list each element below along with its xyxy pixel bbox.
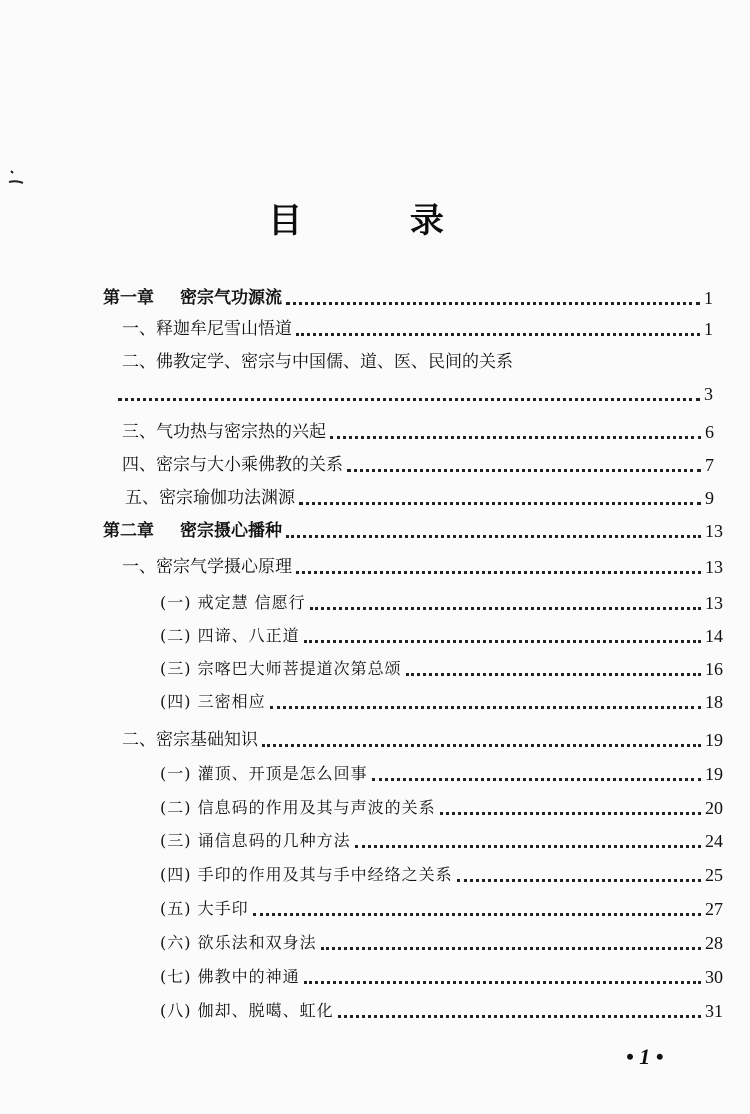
dot-leader xyxy=(321,947,701,950)
dot-leader xyxy=(299,502,701,505)
toc-section[interactable] xyxy=(125,484,714,512)
toc-subsection[interactable] xyxy=(160,655,723,683)
toc-section-title[interactable]: 二、佛教定学、密宗与中国儒、道、医、民间的关系 xyxy=(122,352,513,372)
toc-page-number: 1 xyxy=(704,319,713,339)
toc-subsection-title: (五) 大手印 xyxy=(160,899,249,918)
toc-subsection-title: (二) 信息码的作用及其与声波的关系 xyxy=(160,798,436,817)
toc-subsection-title: (六) 欲乐法和双身法 xyxy=(160,933,317,952)
toc-page-number: 14 xyxy=(705,626,723,646)
chapter-title: 密宗气功源流 xyxy=(180,288,282,308)
dot-leader xyxy=(347,469,701,472)
toc-subsection[interactable] xyxy=(160,794,723,822)
dot-leader xyxy=(355,845,701,848)
toc-section-continuation[interactable] xyxy=(118,380,713,408)
toc-subsection[interactable] xyxy=(160,997,723,1025)
toc-page-number: 16 xyxy=(705,659,723,679)
toc-section[interactable] xyxy=(122,451,714,479)
toc-subsection[interactable] xyxy=(160,963,723,991)
toc-subsection[interactable] xyxy=(160,895,723,923)
toc-section-title: 二、密宗基础知识 xyxy=(122,730,258,750)
toc-chapter-2[interactable] xyxy=(103,517,723,545)
toc-page-number: 19 xyxy=(705,730,723,750)
toc-section[interactable] xyxy=(122,315,713,343)
chapter-title: 密宗摄心播种 xyxy=(180,521,282,541)
toc-subsection-title: (三) 宗喀巴大师菩提道次第总颂 xyxy=(160,659,402,678)
toc-subsection-title: (一) 灌顶、开顶是怎么回事 xyxy=(160,764,368,783)
toc-page-number: 13 xyxy=(705,521,723,541)
dot-leader xyxy=(406,673,701,676)
dot-leader xyxy=(372,778,701,781)
toc-subsection-title: (一) 戒定慧 信愿行 xyxy=(160,593,306,612)
toc-page-number: 28 xyxy=(705,933,723,953)
dot-leader xyxy=(304,640,701,643)
toc-section-title: 一、密宗气学摄心原理 xyxy=(122,557,292,577)
toc-page-number: 6 xyxy=(705,422,714,442)
toc-subsection[interactable] xyxy=(160,929,723,957)
chapter-number: 第一章 xyxy=(103,288,154,308)
dot-leader xyxy=(286,535,701,538)
toc-subsection-title: (七) 佛教中的神通 xyxy=(160,967,300,986)
dot-leader xyxy=(304,981,701,984)
toc-page-number: 13 xyxy=(705,593,723,613)
toc-section-title: 五、密宗瑜伽功法渊源 xyxy=(125,488,295,508)
dot-leader xyxy=(338,1015,701,1018)
toc-page-number: 27 xyxy=(705,899,723,919)
toc-subsection-title: (八) 伽却、脱噶、虹化 xyxy=(160,1001,334,1020)
toc-subsection-title: (四) 三密相应 xyxy=(160,692,266,711)
toc-page-number: 7 xyxy=(705,455,714,475)
toc-chapter-1[interactable] xyxy=(103,284,713,312)
toc-page-number: 9 xyxy=(705,488,714,508)
toc-section-title: 三、气功热与密宗热的兴起 xyxy=(122,422,326,442)
toc-section[interactable] xyxy=(122,726,723,754)
dot-leader xyxy=(296,333,700,336)
toc-page-number: 1 xyxy=(704,288,713,308)
toc-subsection[interactable] xyxy=(160,760,723,788)
toc-page-number: 19 xyxy=(705,764,723,784)
toc-subsection-title: (二) 四谛、八正道 xyxy=(160,626,300,645)
toc-section[interactable] xyxy=(122,553,723,581)
toc-subsection-title: (三) 诵信息码的几种方法 xyxy=(160,831,351,850)
toc-subsection[interactable] xyxy=(160,827,723,855)
toc-page-number: 13 xyxy=(705,557,723,577)
dot-leader xyxy=(118,398,700,401)
toc-page-number: 30 xyxy=(705,967,723,987)
dot-leader xyxy=(330,436,701,439)
dot-leader xyxy=(253,913,701,916)
toc-section[interactable] xyxy=(122,418,714,446)
dot-leader xyxy=(286,302,700,305)
toc-subsection[interactable] xyxy=(160,861,723,889)
chapter-number: 第二章 xyxy=(103,521,154,541)
dot-leader xyxy=(262,744,701,747)
toc-subsection[interactable] xyxy=(160,688,723,716)
dot-leader xyxy=(440,812,701,815)
toc-page-number: 25 xyxy=(705,865,723,885)
toc-page-number: 3 xyxy=(704,384,713,404)
footer-page-number: • 1 • xyxy=(626,1044,664,1069)
dot-leader xyxy=(310,607,701,610)
dot-leader xyxy=(270,706,701,709)
toc-section-title: 四、密宗与大小乘佛教的关系 xyxy=(122,455,343,475)
dot-leader xyxy=(296,571,701,574)
toc-section-title: 一、释迦牟尼雪山悟道 xyxy=(122,319,292,339)
toc-page-number: 31 xyxy=(705,1001,723,1021)
toc-page-number: 20 xyxy=(705,798,723,818)
page-title: 目 录 xyxy=(268,201,492,241)
toc-subsection[interactable] xyxy=(160,589,723,617)
toc-subsection[interactable] xyxy=(160,622,723,650)
toc-page-number: 24 xyxy=(705,831,723,851)
toc-page-number: 18 xyxy=(705,692,723,712)
toc-subsection-title: (四) 手印的作用及其与手中经络之关系 xyxy=(160,865,453,884)
dot-leader xyxy=(457,879,701,882)
